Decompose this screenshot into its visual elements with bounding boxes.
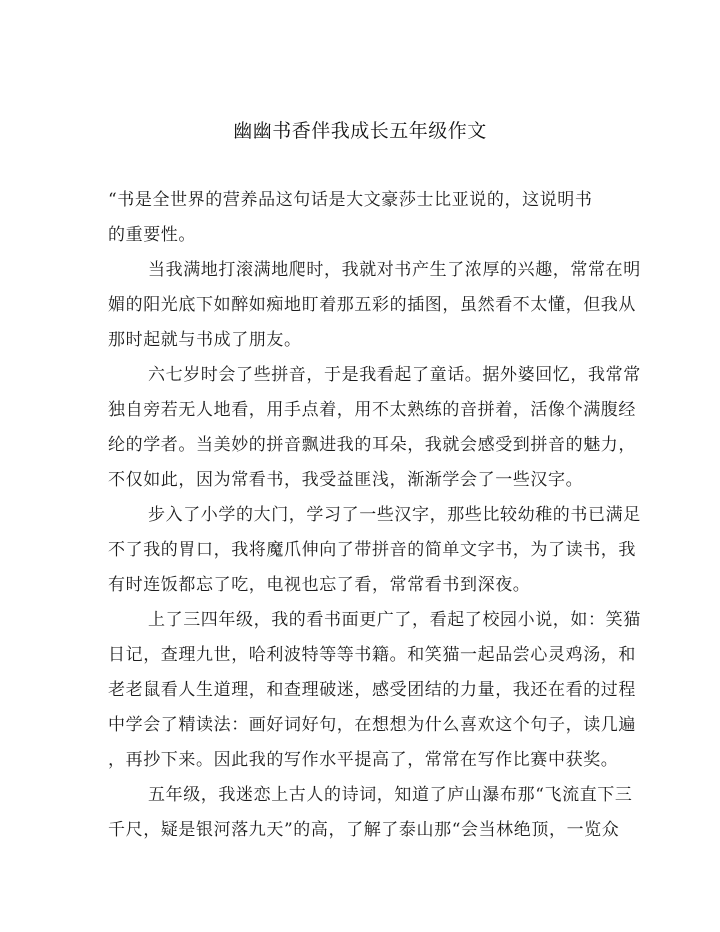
- text-line: 步入了小学的大门，学习了一些汉字，那些比较幼稚的书已满足: [148, 505, 641, 525]
- text-line: 五年级，我迷恋上古人的诗词，知道了庐山瀑布那“飞流直下三: [148, 785, 633, 805]
- text-line: 媚的阳光底下如醉如痴地盯着那五彩的插图，虽然看不太懂，但我从: [108, 295, 636, 315]
- text-line: 老老鼠看人生道理，和查理破迷，感受团结的力量，我还在看的过程: [108, 680, 636, 700]
- text-line: 那时起就与书成了朋友。: [108, 330, 302, 350]
- text-line: 日记，查理九世，哈利波特等等书籍。和笑猫一起品尝心灵鸡汤，和: [108, 645, 636, 665]
- text-line: 中学会了精读法：画好词好句，在想想为什么喜欢这个句子，读几遍: [108, 715, 636, 735]
- text-line: 纶的学者。当美妙的拼音飘进我的耳朵，我就会感受到拼音的魅力，: [108, 435, 636, 455]
- text-line: 当我满地打滚满地爬时，我就对书产生了浓厚的兴趣，常常在明: [148, 260, 641, 280]
- text-line: 不了我的胃口，我将魔爪伸向了带拼音的简单文字书，为了读书，我: [108, 540, 636, 560]
- text-line: 千尺，疑是银河落九天”的高，了解了泰山那“会当林绝顶，一览众: [108, 820, 620, 840]
- text-line: 独自旁若无人地看，用手点着，用不太熟练的音拼着，活像个满腹经: [108, 400, 636, 420]
- document-title: 幽幽书香伴我成长五年级作文: [233, 120, 487, 142]
- text-line: ，再抄下来。因此我的写作水平提高了，常常在写作比赛中获奖。: [108, 750, 619, 770]
- text-line: “书是全世界的营养品这句话是大文豪莎士比亚说的，这说明书: [108, 190, 593, 210]
- text-line: 六七岁时会了些拼音，于是我看起了童话。据外婆回忆，我常常: [148, 365, 641, 385]
- text-line: 的重要性。: [108, 225, 196, 245]
- text-line: 上了三四年级，我的看书面更广了，看起了校园小说，如：笑猫: [148, 610, 641, 630]
- text-line: 有时连饭都忘了吃，电视也忘了看，常常看书到深夜。: [108, 575, 531, 595]
- text-line: 不仅如此，因为常看书，我受益匪浅，渐渐学会了一些汉字。: [108, 470, 584, 490]
